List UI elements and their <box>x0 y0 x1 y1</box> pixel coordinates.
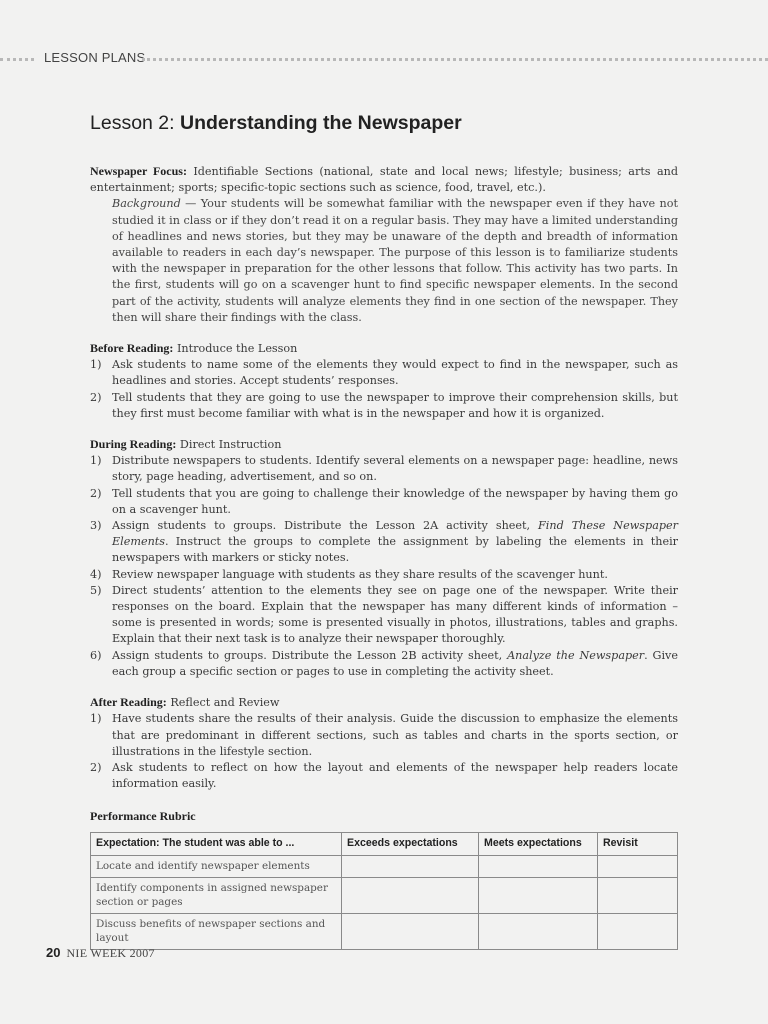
before-reading-heading <box>90 340 678 357</box>
list-item <box>90 357 678 389</box>
list-item <box>90 711 678 760</box>
table-row <box>91 855 678 878</box>
during-reading-list <box>90 453 678 680</box>
item-number: 5) <box>90 583 102 597</box>
table-cell <box>479 855 598 878</box>
item-number: 1) <box>90 358 102 372</box>
item-number: 3) <box>90 519 102 533</box>
item-number: 1) <box>90 712 102 726</box>
column-header: Meets expectations <box>479 832 598 855</box>
activity-sheet-title: Find These Newspaper Elements <box>112 519 678 549</box>
performance-rubric-table <box>90 832 678 951</box>
table-cell <box>342 914 479 950</box>
focus-label: Newspaper Focus: <box>90 164 187 178</box>
item-text: Tell students that you are going to challenge their knowledge of the newspaper by having them go on a scavenger hunt. <box>112 486 678 516</box>
column-header: Revisit <box>598 832 678 855</box>
during-sub: Direct Instruction <box>176 438 282 452</box>
title-prefix: Lesson 2: <box>90 112 180 134</box>
table-header-row <box>91 832 678 855</box>
page-header <box>0 50 768 68</box>
before-label: Before Reading: <box>90 341 174 356</box>
after-reading-list <box>90 711 678 792</box>
after-sub: Reflect and Review <box>166 696 280 710</box>
table-row <box>91 878 678 914</box>
item-number: 6) <box>90 648 102 662</box>
footer-text: NIE WEEK 2007 <box>66 946 155 960</box>
table-cell <box>342 855 479 878</box>
title-main: Understanding the Newspaper <box>179 112 462 134</box>
list-item <box>90 648 678 680</box>
rubric-title <box>90 808 678 825</box>
rubric-title-text: Performance Rubric <box>90 809 196 824</box>
table-cell: Identify components in assigned newspaper section or pages <box>91 878 342 914</box>
table-cell <box>598 878 678 914</box>
table-cell <box>342 878 479 914</box>
lesson-content <box>90 163 678 950</box>
lesson-title <box>90 112 462 135</box>
background-paragraph <box>112 196 678 326</box>
item-number: 4) <box>90 567 102 581</box>
during-label: During Reading: <box>90 437 177 452</box>
item-text: Have students share the results of their analysis. Guide the discussion to emphasize the elements that are predominant in different sections, such as tables and charts in the sports section, or illustrations in the lifestyle section. <box>112 712 678 758</box>
item-number: 2) <box>90 486 102 500</box>
item-text-pre: Assign students to groups. Distribute the Lesson 2A activity sheet, <box>112 519 539 533</box>
item-text: Ask students to name some of the elements they would expect to find in the newspaper, such as headlines and stories. Accept students’ responses. <box>112 358 678 388</box>
table-cell <box>479 914 598 950</box>
table-cell <box>479 878 598 914</box>
after-reading-heading <box>90 694 678 711</box>
header-dots-left <box>0 58 34 61</box>
list-item <box>90 567 678 583</box>
item-text: Distribute newspapers to students. Identify several elements on a newspaper page: headline, news story, page heading, advertisement, and so on. <box>112 454 678 484</box>
list-item <box>90 453 678 485</box>
header-dots-right <box>142 58 768 61</box>
item-text: Ask students to reflect on how the layout and elements of the newspaper help readers locate information easily. <box>112 760 678 791</box>
item-text: Review newspaper language with students as they share results of the scavenger hunt. <box>112 567 608 581</box>
list-item <box>90 390 678 422</box>
before-sub: Introduce the Lesson <box>173 342 298 356</box>
newspaper-focus <box>90 163 678 196</box>
background-text: — Your students will be somewhat familiar with the newspaper even if they have not studied it in class or if they don’t read it on a regular basis. They may have a limited understanding of headlines and news stories, but they may be unaware of the depth and breadth of information available to readers in each day’s newspaper. The purpose of this lesson is to familiarize students with the newspaper in preparation for the other lessons that follow. This activity has two parts. In the first, students will go on a scavenger hunt to find specific newspaper elements. In the second part of the activity, students will analyze elements they find in one section of the newspaper. They then will share their findings with the class. <box>112 197 678 324</box>
item-number: 2) <box>90 390 102 404</box>
background-label: Background <box>112 197 181 211</box>
list-item <box>90 760 678 792</box>
item-text-pre: Assign students to groups. Distribute the Lesson 2B activity sheet, <box>112 648 508 662</box>
table-cell <box>598 914 678 950</box>
table-cell <box>598 855 678 878</box>
table-cell: Discuss benefits of newspaper sections and layout <box>91 914 342 950</box>
item-number: 1) <box>90 454 102 468</box>
focus-text: Identifiable Sections (national, state and local news; lifestyle; business; arts and entertainment; sports; specific-topic sections such as science, food, travel, etc.). <box>90 165 678 195</box>
header-label: LESSON PLANS <box>44 50 146 65</box>
item-text: Direct students’ attention to the elements they see on page one of the newspaper. Write their responses on the board. Explain that the newspaper has many different kinds of information – some is presented in words; some is presented visually in photos, illustrations, tables and graphs. Explain that their next task is to analyze their newspaper thoroughly. <box>112 583 678 646</box>
page-footer <box>46 945 155 961</box>
table-row <box>91 914 678 950</box>
item-text: Tell students that they are going to use the newspaper to improve their comprehension skills, but they first must become familiar with what is in the newspaper and how it is organized. <box>112 390 678 420</box>
list-item <box>90 486 678 518</box>
during-reading-heading <box>90 436 678 453</box>
item-text-post: . Give each group a specific section or pages to use in completing the activity sheet. <box>112 648 678 678</box>
activity-sheet-title: Analyze the Newspaper <box>507 648 645 662</box>
item-number: 2) <box>90 760 102 774</box>
page-number: 20 <box>46 945 61 960</box>
list-item <box>90 583 678 648</box>
table-cell: Locate and identify newspaper elements <box>91 855 342 878</box>
before-reading-list <box>90 357 678 422</box>
column-header: Exceeds expectations <box>342 832 479 855</box>
list-item <box>90 518 678 567</box>
item-text-post: . Instruct the groups to complete the assignment by labeling the elements in their newspapers with markers or sticky notes. <box>112 535 678 565</box>
column-header: Expectation: The student was able to ... <box>91 832 342 855</box>
after-label: After Reading: <box>90 695 167 710</box>
